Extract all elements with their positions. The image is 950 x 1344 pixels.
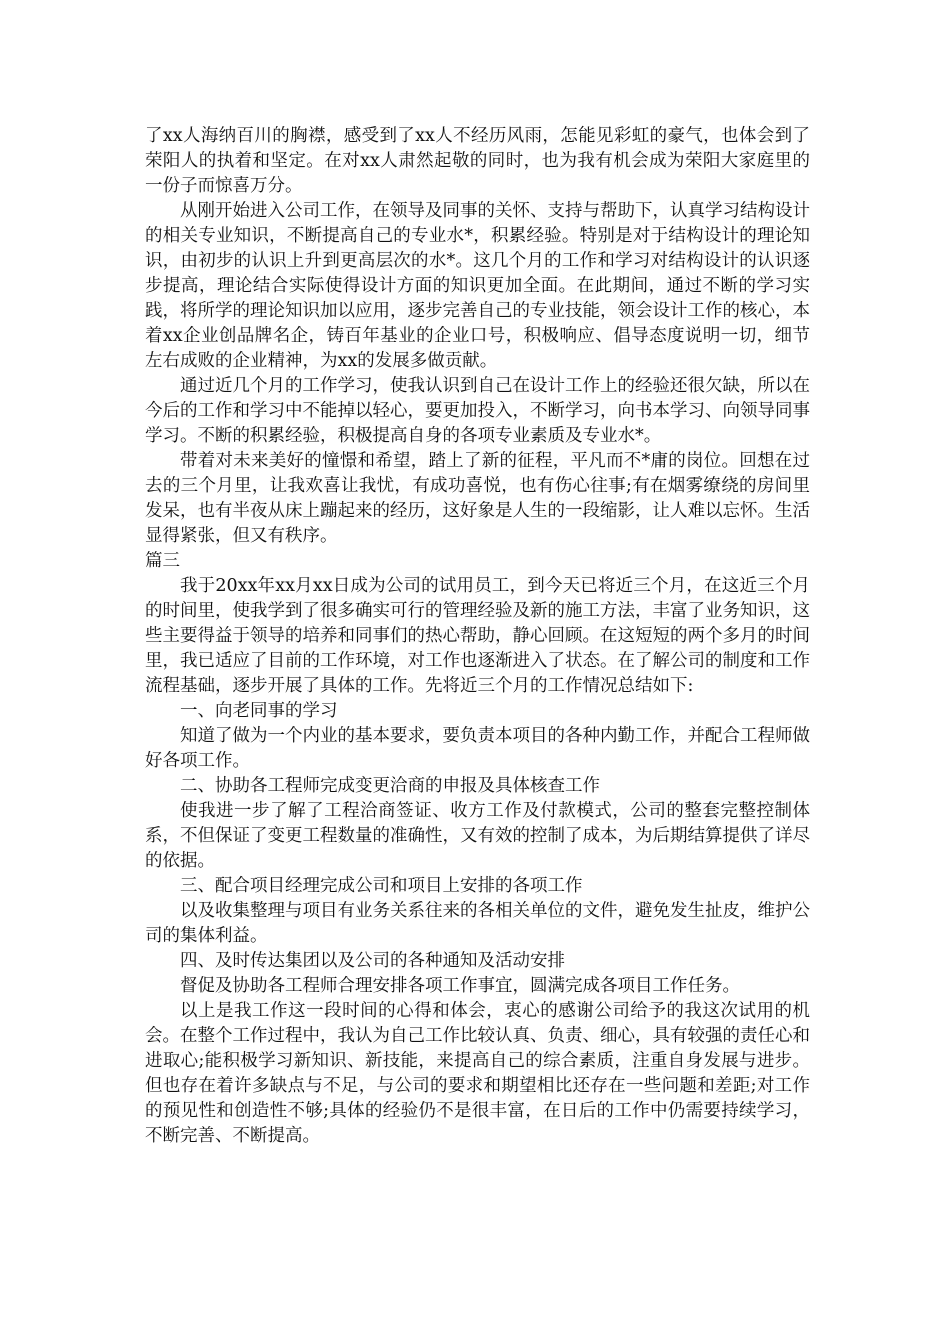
subheading-3: 三、配合项目经理完成公司和项目上安排的各项工作 [180, 876, 583, 896]
paragraph-experience: 通过近几个月的工作学习，使我认识到自己在设计工作上的经验还很欠缺，所以在今后的工作和学习中不能掉以轻心，要更加投入，不断学习，向书本学习、向领导同事学习。不断的积累经验，积极提高自身的各项专业素质及专业水*。 [145, 376, 810, 446]
paragraph-conclusion: 以上是我工作这一段时间的心得和体会，衷心的感谢公司给予的我这次试用的机会。在整个工作过程中，我认为自己工作比较认真、负责、细心，具有较强的责任心和进取心;能积极学习新知识、新技能，来提高自己的综合素质，注重自身发展与进步。但也存在着许多缺点与不足，与公司的要求和期望相比还存在一些问题和差距;对工作的预见性和创造性不够;具体的经验仍不是很丰富，在日后的工作中仍需要持续学习，不断完善、不断提高。 [145, 1001, 810, 1146]
paragraph-continuation: 了xx人海纳百川的胸襟，感受到了xx人不经历风雨，怎能见彩虹的豪气，也体会到了荣阳人的执着和坚定。在对xx人肃然起敬的同时，也为我有机会成为荣阳大家庭里的一份子而惊喜万分。 [145, 126, 810, 196]
paragraph-intro: 我于20xx年xx月xx日成为公司的试用员工，到今天已将近三个月，在这近三个月的时间里，使我学到了很多确实可行的管理经验及新的施工方法，丰富了业务知识，这些主要得益于领导的培养和同事们的热心帮助，静心回顾。在这短短的两个多月的时间里，我已适应了目前的工作环境，对工作也逐渐进入了状态。在了解公司的制度和工作流程基础，逐步开展了具体的工作。先将近三个月的工作情况总结如下: [145, 576, 810, 696]
paragraph-item-3: 以及收集整理与项目有业务关系往来的各相关单位的文件，避免发生扯皮，维护公司的集体利益。 [145, 901, 810, 946]
subheading-4: 四、及时传达集团以及公司的各种通知及活动安排 [180, 951, 565, 971]
paragraph-structural-design: 从刚开始进入公司工作，在领导及同事的关怀、支持与帮助下，认真学习结构设计的相关专业知识，不断提高自己的专业水*，积累经验。特别是对于结构设计的理论知识，由初步的认识上升到更高层次的水*。这几个月的工作和学习对结构设计的认识逐步提高，理论结合实际使得设计方面的知识更加全面。在此期间，通过不断的学习实践，将所学的理论知识加以应用，逐步完善自己的专业技能，领会设计工作的核心，本着xx企业创品牌名企，铸百年基业的企业口号，积极响应、倡导态度说明一切，细节左右成败的企业精神，为xx的发展多做贡献。 [145, 201, 810, 371]
paragraph-future: 带着对未来美好的憧憬和希望，踏上了新的征程，平凡而不*庸的岗位。回想在过去的三个月里，让我欢喜让我忧，有成功喜悦，也有伤心往事;有在烟雾缭绕的房间里发呆，也有半夜从床上蹦起来的经历，这好象是人生的一段缩影，让人难以忘怀。生活显得紧张，但又有秩序。 [145, 451, 810, 546]
paragraph-item-1: 知道了做为一个内业的基本要求，要负责本项目的各种内勤工作，并配合工程师做好各项工作。 [145, 726, 810, 771]
section-heading: 篇三 [145, 551, 180, 571]
subheading-1: 一、向老同事的学习 [180, 701, 338, 721]
document-page [145, 124, 810, 1149]
paragraph-item-2: 使我进一步了解了工程洽商签证、收方工作及付款模式，公司的整套完整控制体系，不但保证了变更工程数量的准确性，又有效的控制了成本，为后期结算提供了详尽的依据。 [145, 801, 810, 871]
subheading-2: 二、协助各工程师完成变更洽商的申报及具体核查工作 [180, 776, 600, 796]
paragraph-item-4: 督促及协助各工程师合理安排各项工作事宜，圆满完成各项目工作任务。 [180, 976, 740, 996]
